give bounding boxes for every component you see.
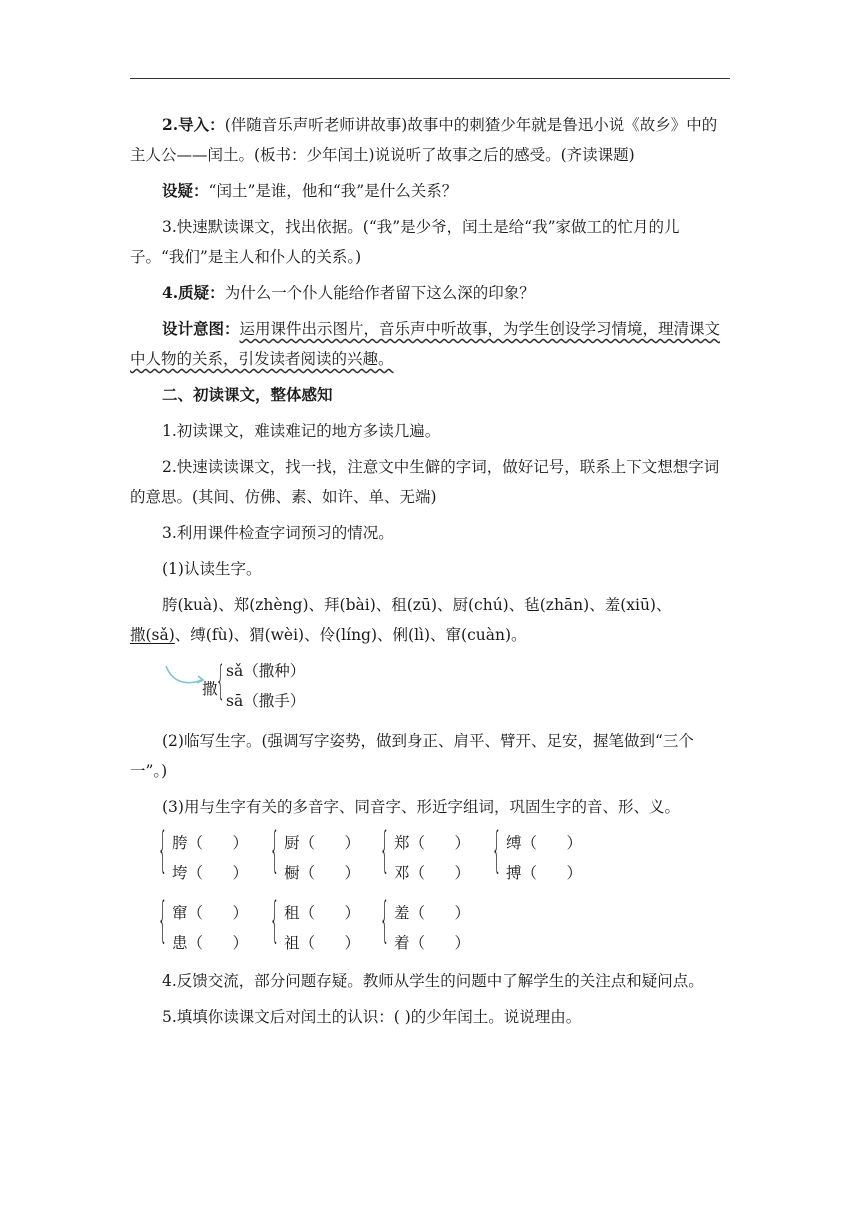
polyphone-reading-2: sā（撒手）	[226, 692, 306, 710]
pinyin-list	[130, 590, 730, 650]
pinyin-underlined-word: 撒(sǎ)	[130, 626, 175, 644]
word-group-bottom: 橱（ ）	[284, 864, 361, 882]
word-group-top: 缚（ ）	[506, 834, 583, 852]
word-group-top: 窜（ ）	[172, 904, 249, 922]
intro-label: 2.导入：	[162, 115, 225, 134]
word-group	[492, 822, 612, 890]
sub-step-3: (3)用与生字有关的多音字、同音字、形近字组词，巩固生字的音、形、义。	[162, 798, 680, 816]
section-two-heading: 二、初读课文，整体感知	[162, 385, 333, 404]
word-group	[158, 822, 280, 890]
sub-step-1: (1)认读生字。	[162, 560, 262, 578]
word-group	[380, 892, 500, 960]
word-group-bottom: 垮（ ）	[172, 864, 249, 882]
brace-icon: {	[158, 822, 168, 878]
pinyin-line-1: 胯(kuà)、郑(zhèng)、拜(bài)、租(zū)、厨(chú)、毡(zhān)、羞(xiū)、	[162, 596, 672, 614]
sub-step-2: (2)临写生字。(强调写字姿势，做到身正、肩平、臂开、足安，握笔做到“三个一”。)	[130, 732, 694, 780]
word-group-top: 厨（ ）	[284, 834, 361, 852]
word-group-top: 郑（ ）	[394, 834, 471, 852]
word-group-top: 胯（ ）	[172, 834, 249, 852]
section-two-step-3: 3.利用课件检查字词预习的情况。	[162, 524, 394, 542]
brace-icon: {	[270, 822, 280, 878]
word-group-bottom: 着（ ）	[394, 934, 471, 952]
design-intent-label: 设计意图：	[162, 319, 240, 338]
word-group-bottom: 祖（ ）	[284, 934, 361, 952]
polyphone-reading-1: sǎ（撒种）	[226, 662, 306, 680]
brace-icon: {	[380, 822, 390, 878]
section-two-step-2: 2.快速读读课文，找一找，注意文中生僻的字词，做好记号，联系上下文想想字词的意思。(其间、仿佛、素、如许、单、无端)	[130, 458, 720, 506]
brace-icon: {	[380, 892, 390, 948]
intro-paragraph	[130, 110, 730, 170]
word-group-top: 租（ ）	[284, 904, 361, 922]
word-group-top: 羞（ ）	[394, 904, 471, 922]
pinyin-line-2: 、缚(fù)、猬(wèi)、伶(líng)、俐(lì)、窜(cuàn)。	[174, 626, 527, 644]
word-group-bottom: 患（ ）	[172, 934, 249, 952]
word-group	[158, 892, 280, 960]
brace-icon: {	[158, 892, 168, 948]
word-group-bottom: 邓（ ）	[394, 864, 471, 882]
brace-icon: {	[492, 822, 502, 878]
doubt-paragraph	[130, 176, 730, 206]
question-text: 为什么一个仆人能给作者留下这么深的印象？	[224, 284, 535, 302]
brace-icon: {	[216, 658, 225, 704]
question-paragraph	[130, 278, 730, 308]
section-two-step-5: 5.填填你读课文后对闰土的认识：( )的少年闰土。说说理由。	[162, 1008, 582, 1026]
intro-text: (伴随音乐声听老师讲故事)故事中的刺猹少年就是鲁迅小说《故乡》中的主人公——闰土。(板书：少年闰土)说说听了故事之后的感受。(齐读课题)	[130, 116, 718, 164]
doubt-label: 设疑：	[162, 181, 209, 200]
word-group-bottom: 搏（ ）	[506, 864, 583, 882]
word-groups-row-1	[130, 822, 730, 890]
question-label: 4.质疑：	[162, 283, 225, 302]
word-group	[270, 892, 390, 960]
document-body	[130, 110, 730, 1032]
section-two-step-1: 1.初读课文，难读难记的地方多读几遍。	[162, 422, 441, 440]
word-group	[270, 822, 390, 890]
design-intent-paragraph	[130, 314, 730, 374]
polyphone-block	[130, 656, 730, 720]
word-group	[380, 822, 502, 890]
doubt-text: “闰土”是谁，他和“我”是什么关系？	[208, 182, 458, 200]
section-two-step-4: 4.反馈交流，部分问题存疑。教师从学生的问题中了解学生的关注点和疑问点。	[162, 972, 704, 990]
header-rule	[130, 78, 730, 79]
read-paragraph: 3.快速默读课文，找出依据。(“我”是少爷，闰土是给“我”家做工的忙月的儿子。“我们”是主人和仆人的关系。)	[130, 218, 680, 266]
design-intent-text: 运用课件出示图片，音乐声中听故事，为学生创设学习情境，理清课文中人物的关系，引发读者阅读的兴趣。	[130, 320, 721, 368]
polyphone-char: 撒	[202, 680, 218, 698]
word-groups-row-2	[130, 892, 730, 960]
brace-icon: {	[270, 892, 280, 948]
